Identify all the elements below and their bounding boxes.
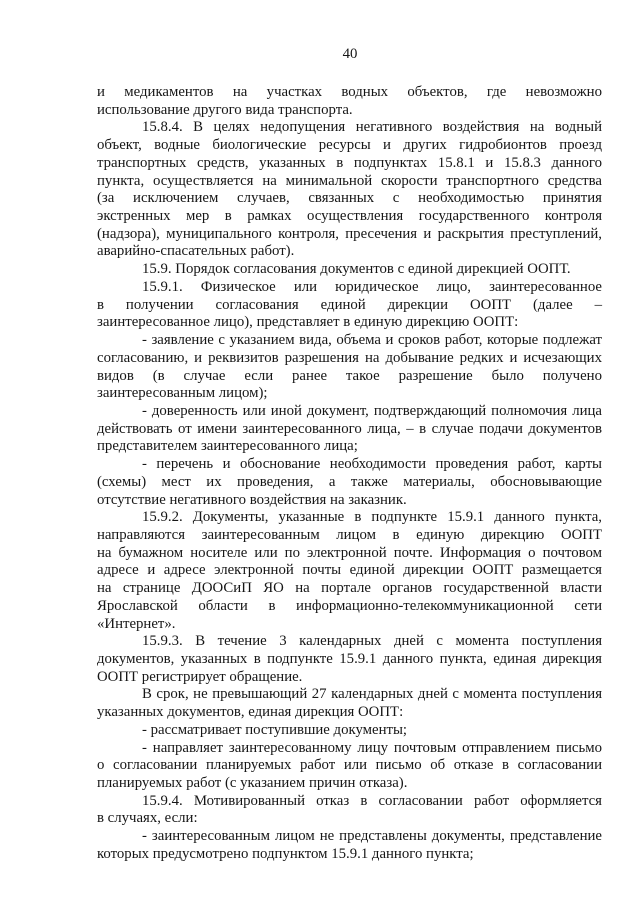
text-line: 15.9.3. В течение 3 календарных дней с момента поступления — [142, 633, 602, 650]
paragraph — [97, 686, 602, 721]
text-line: транспортных средств, указанных в подпунктах 15.8.1 и 15.8.3 данного — [97, 154, 602, 171]
text-line: видов (в случае если ранее такое разрешение было получено — [97, 367, 602, 384]
text-line: в получении согласования единой дирекции ООПТ (далее – — [97, 296, 602, 313]
text-line: 15.9.4. Мотивированный отказ в согласовании работ оформляется — [142, 792, 602, 809]
paragraph — [97, 261, 602, 279]
text-line: адресе и адресе электронной почты единой дирекции ООПТ размещается — [97, 562, 602, 579]
document-body — [97, 84, 602, 864]
text-line: отсутствие негативного воздействия на заказник. — [97, 491, 407, 508]
text-line: документов, указанных в подпункте 15.9.1 данного пункта, единая дирекция — [97, 651, 602, 667]
text-line: - направляет заинтересованному лицу почтовым отправлением письмо — [142, 739, 602, 756]
text-line: и медикаментов на участках водных объектов, где невозможно — [97, 84, 602, 100]
paragraph — [97, 456, 602, 509]
paragraph — [97, 793, 602, 828]
paragraph — [97, 509, 602, 633]
text-line: объект, водные биологические ресурсы и других гидробионтов проезд — [97, 137, 602, 154]
text-line: 15.8.4. В целях недопущения негативного воздействия на водный — [142, 119, 602, 136]
text-line: 15.9. Порядок согласования документов с единой дирекцией ООПТ. — [142, 261, 571, 278]
text-line: которых предусмотрено подпунктом 15.9.1 данного пункта; — [97, 845, 474, 862]
text-line: - доверенность или иной документ, подтверждающий полномочия лица — [142, 402, 602, 419]
text-line: планируемых работ (с указанием причин отказа). — [97, 775, 408, 792]
text-line: о согласовании планируемых работ или письмо об отказе в согласовании — [97, 757, 602, 774]
paragraph — [97, 119, 602, 261]
text-line: направляются заинтересованным лицом в единую дирекцию ООПТ — [97, 526, 602, 543]
paragraph — [97, 740, 602, 793]
text-line: в случаях, если: — [97, 810, 198, 827]
text-line: представителем заинтересованного лица; — [97, 438, 358, 455]
paragraph — [97, 633, 602, 686]
text-line: - заявление с указанием вида, объема и сроков работ, которые подлежат — [142, 332, 602, 349]
text-line: «Интернет». — [97, 615, 176, 632]
text-line: экстренных мер в рамках осуществления государственного контроля — [97, 208, 602, 225]
paragraph — [97, 828, 602, 863]
text-line: согласованию, и реквизитов разрешения на добывание редких и исчезающих — [97, 349, 602, 366]
paragraph — [97, 279, 602, 332]
text-line: действовать от имени заинтересованного лица, – в случае подачи документов — [97, 420, 602, 437]
text-line: ООПТ регистрирует обращение. — [97, 668, 303, 685]
text-line: на странице ДООСиП ЯО на портале органов государственной власти — [97, 580, 602, 597]
text-line: заинтересованным лицом); — [97, 385, 268, 402]
text-line: пункта, осуществляется на минимальной скорости транспортного средства — [97, 172, 602, 189]
paragraph — [97, 403, 602, 456]
text-line: (схемы) мест их проведения, а также материалы, обосновывающие — [97, 473, 602, 490]
text-line: - перечень и обоснование необходимости проведения работ, карты — [142, 456, 602, 473]
text-line: (надзора), муниципального контроля, пресечения и раскрытия преступлений, — [97, 225, 602, 242]
text-line: 15.9.2. Документы, указанные в подпункте 15.9.1 данного пункта, — [142, 509, 602, 526]
text-line: заинтересованное лицо), представляет в единую дирекцию ООПТ: — [97, 314, 519, 331]
paragraph — [97, 332, 602, 403]
text-line: 15.9.1. Физическое или юридическое лицо, заинтересованное — [142, 278, 602, 295]
text-line: - рассматривает поступившие документы; — [142, 721, 408, 738]
text-line: указанных документов, единая дирекция ООПТ: — [97, 704, 404, 721]
text-line: В срок, не превышающий 27 календарных дней с момента поступления — [142, 686, 602, 703]
text-line: - заинтересованным лицом не представлены документы, представление — [142, 828, 602, 845]
page-number: 40 — [342, 46, 358, 62]
text-line: (за исключением случаев, связанных с необходимостью принятия — [97, 190, 602, 207]
text-line: использование другого вида транспорта. — [97, 101, 353, 118]
paragraph — [97, 722, 602, 740]
text-line: Ярославской области в информационно-телекоммуникационной сети — [97, 597, 602, 614]
text-line: аварийно-спасательных работ). — [97, 243, 295, 260]
text-line: на бумажном носителе или по электронной почте. Информация о почтовом — [97, 544, 602, 561]
paragraph — [97, 84, 602, 119]
